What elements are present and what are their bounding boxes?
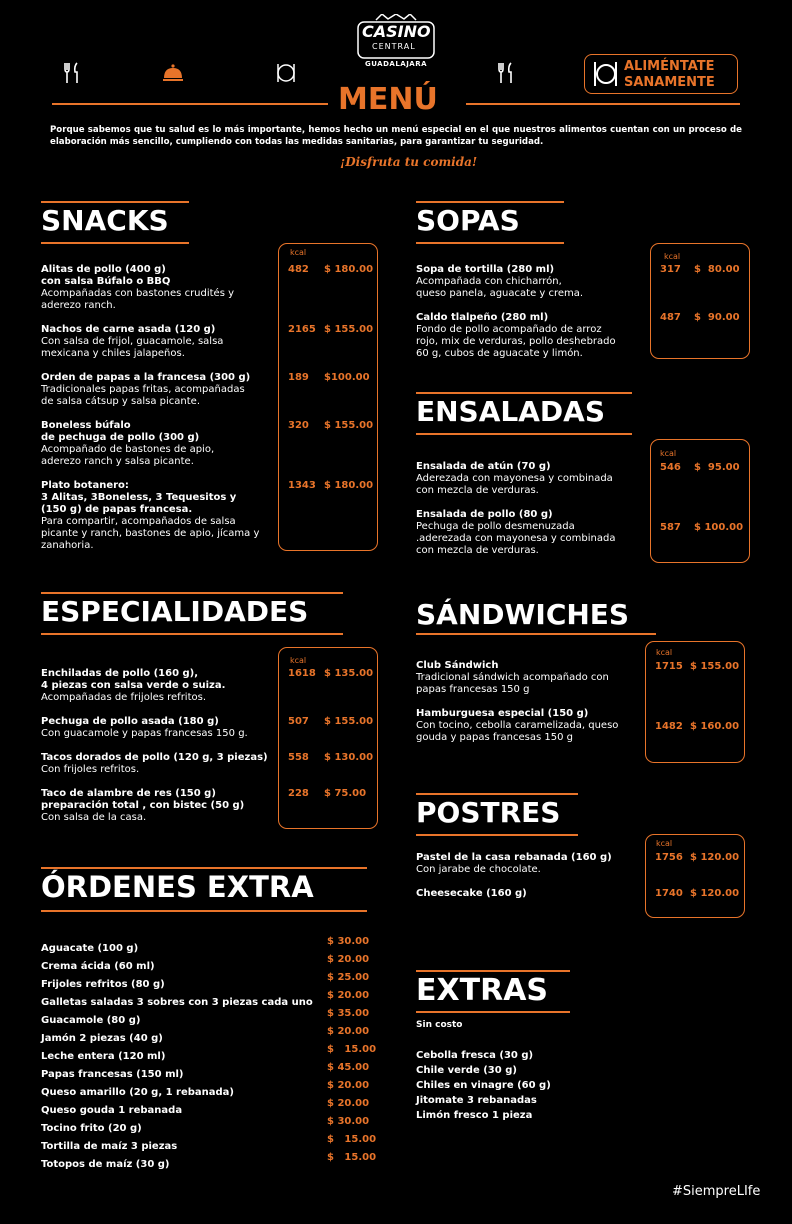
item-price: $ 30.00: [327, 936, 370, 947]
item-price: $ 155.00: [690, 661, 740, 672]
list-item: Chile verde (30 g): [416, 1065, 517, 1076]
extras-subtitle: Sin costo: [416, 1020, 463, 1030]
list-item: [41, 1116, 373, 1134]
item-name: Queso gouda 1 rebanada: [41, 1105, 183, 1116]
item-kcal: 1343: [288, 480, 316, 491]
list-item: [41, 264, 277, 312]
list-item: [416, 509, 648, 557]
list-item: [41, 1080, 373, 1098]
item-desc: Acompañada con chicharrón, queso panela, aguacate y crema.: [416, 276, 584, 299]
kcal-label: kcal: [664, 252, 681, 261]
postres-overline: [416, 793, 578, 795]
item-name: Tacos dorados de pollo (120 g, 3 piezas): [41, 752, 268, 763]
item-price: $ 20.00: [327, 1098, 370, 1109]
logo-top-text: CASINO: [362, 22, 431, 41]
item-price: $ 160.00: [690, 721, 740, 732]
list-item: [41, 716, 277, 740]
intro-text: Porque sabemos que tu salud es lo más importante, hemos hecho un menú especial en el que nuestros alimentos cuentan con un proceso de elaboración más sencillo, cumpliendo con todas las medidas sanitarias, para garantizar tu seguridad.: [50, 125, 742, 147]
list-item: [416, 312, 648, 360]
item-price: $ 135.00: [324, 668, 374, 679]
list-item: [41, 372, 277, 408]
item-kcal: 320: [288, 420, 309, 431]
item-price: $ 15.00: [327, 1134, 377, 1145]
item-price: $ 75.00: [324, 788, 367, 799]
list-item: Chiles en vinagre (60 g): [416, 1080, 551, 1091]
item-kcal: 482: [288, 264, 309, 275]
list-item: [41, 420, 277, 468]
item-name: Aguacate (100 g): [41, 943, 139, 954]
snacks-title: SNACKS: [41, 204, 169, 237]
list-item: [416, 888, 644, 900]
promo-text: [624, 59, 715, 91]
postres-underline: [416, 834, 578, 836]
list-item: [416, 660, 644, 696]
item-price: $ 180.00: [324, 264, 374, 275]
item-kcal: 1618: [288, 668, 316, 679]
list-item: [416, 461, 648, 497]
item-kcal: 1740: [655, 888, 683, 899]
list-item: [41, 788, 277, 824]
item-name: Tortilla de maíz 3 piezas: [41, 1141, 178, 1152]
ordenes-extra-list: [41, 936, 377, 1170]
item-desc: Con jarabe de chocolate.: [416, 864, 541, 875]
item-name: Pastel de la casa rebanada (160 g): [416, 852, 612, 863]
item-name: Alitas de pollo (400 g) con salsa Búfalo o BBQ: [41, 264, 171, 287]
item-price: $ 35.00: [327, 1008, 370, 1019]
item-price: $ 25.00: [327, 972, 370, 983]
especialidades-overline: [41, 592, 343, 594]
cloche-icon: [162, 62, 184, 89]
fork-knife-icon: [498, 62, 516, 89]
item-kcal: 2165: [288, 324, 316, 335]
especialidades-underline: [41, 633, 343, 635]
list-item: Cebolla fresca (30 g): [416, 1050, 534, 1061]
list-item: [41, 972, 373, 990]
item-price: $ 20.00: [327, 954, 370, 965]
item-price: $ 180.00: [324, 480, 374, 491]
sandwiches-underline: [416, 633, 656, 635]
item-price: $ 20.00: [327, 1026, 370, 1037]
item-desc: Acompañadas con bastones crudités y aderezo ranch.: [41, 288, 235, 311]
promo-line1: ALIMÉNTATE: [624, 59, 715, 74]
item-name: Nachos de carne asada (120 g): [41, 324, 216, 335]
item-name: Caldo tlalpeño (280 ml): [416, 312, 549, 323]
list-item: [41, 1152, 377, 1170]
item-name: Jamón 2 piezas (40 g): [41, 1033, 163, 1044]
item-desc: Con frijoles refritos.: [41, 764, 140, 775]
extras-underline: [416, 1011, 570, 1013]
list-item: [416, 264, 648, 300]
item-name: Boneless búfalo de pechuga de pollo (300 g): [41, 420, 200, 443]
snacks-overline: [41, 201, 189, 203]
item-kcal: 1482: [655, 721, 683, 732]
list-item: [41, 752, 277, 776]
list-item: [41, 954, 373, 972]
item-desc: Aderezada con mayonesa y combinada con mezcla de verduras.: [416, 473, 613, 496]
item-price: $100.00: [324, 372, 370, 383]
footer-hashtag: #SiempreLIfe: [672, 1184, 761, 1199]
item-name: Plato botanero: 3 Alitas, 3Boneless, 3 Tequesitos y (150 g) de papas francesa.: [41, 480, 237, 515]
extras-overline: [416, 970, 570, 972]
item-kcal: 228: [288, 788, 309, 799]
kcal-label: kcal: [656, 648, 673, 657]
list-item: [416, 708, 644, 744]
promo-line2: SANAMENTE: [624, 75, 715, 90]
item-kcal: 487: [660, 312, 681, 323]
list-item: [41, 990, 373, 1008]
list-item: [41, 1062, 373, 1080]
item-name: Guacamole (80 g): [41, 1015, 141, 1026]
list-item: Jitomate 3 rebanadas: [416, 1095, 537, 1106]
item-desc: Con salsa de frijol, guacamole, salsa mexicana y chiles jalapeños.: [41, 336, 224, 359]
item-price: $ 155.00: [324, 420, 374, 431]
plate-cutlery-icon: [592, 60, 618, 92]
item-price: $ 90.00: [694, 312, 740, 323]
item-name: Cheesecake (160 g): [416, 888, 527, 899]
sopas-overline: [416, 201, 564, 203]
item-price: $ 100.00: [694, 522, 744, 533]
kcal-label: kcal: [290, 656, 307, 665]
item-kcal: 317: [660, 264, 681, 275]
item-price: $ 15.00: [327, 1044, 377, 1055]
item-name: Tocino frito (20 g): [41, 1123, 142, 1134]
item-name: Frijoles refritos (80 g): [41, 979, 165, 990]
sandwiches-price-box: [645, 641, 745, 763]
item-price: $ 30.00: [327, 1116, 370, 1127]
item-price: $ 130.00: [324, 752, 374, 763]
sopas-title: SOPAS: [416, 204, 520, 237]
snacks-price-box: [278, 243, 378, 551]
list-item: [41, 1134, 377, 1152]
item-kcal: 546: [660, 462, 681, 473]
item-name: Leche entera (120 ml): [41, 1051, 166, 1062]
item-desc: Fondo de pollo acompañado de arroz rojo, mix de verduras, pollo deshebrado 60 g, cubos de aguacate y limón.: [416, 324, 616, 359]
ordenes-extra-title: ÓRDENES EXTRA: [41, 870, 314, 904]
item-desc: Pechuga de pollo desmenuzada .aderezada con mayonesa y combinada con mezcla de verduras.: [416, 521, 616, 556]
list-item: [41, 936, 373, 954]
item-kcal: 558: [288, 752, 309, 763]
item-name: Enchiladas de pollo (160 g), 4 piezas con salsa verde o suiza.: [41, 668, 226, 691]
list-item: [41, 1026, 373, 1044]
ensaladas-overline: [416, 392, 632, 394]
title-divider-left: [52, 103, 328, 105]
list-item: [41, 668, 277, 704]
item-name: Queso amarillo (20 g, 1 rebanada): [41, 1087, 234, 1098]
item-name: Crema ácida (60 ml): [41, 961, 155, 972]
ensaladas-title: ENSALADAS: [416, 395, 605, 428]
item-price: $ 155.00: [324, 324, 374, 335]
item-name: Hamburguesa especial (150 g): [416, 708, 589, 719]
especialidades-title: ESPECIALIDADES: [41, 595, 309, 628]
sopas-underline: [416, 242, 564, 244]
ensaladas-underline: [416, 433, 632, 435]
tagline: ¡Disfruta tu comida!: [340, 155, 478, 169]
item-name: Papas francesas (150 ml): [41, 1069, 184, 1080]
item-desc: Con salsa de la casa.: [41, 812, 147, 823]
snacks-underline: [41, 242, 189, 244]
list-item: [41, 1008, 373, 1026]
item-name: Ensalada de atún (70 g): [416, 461, 551, 472]
kcal-label: kcal: [290, 248, 307, 257]
item-desc: Acompañadas de frijoles refritos.: [41, 692, 207, 703]
item-price: $ 20.00: [327, 990, 370, 1001]
menu-title: MENÚ: [338, 82, 438, 117]
item-kcal: 1715: [655, 661, 683, 672]
item-desc: Con tocino, cebolla caramelizada, queso gouda y papas francesas 150 g: [416, 720, 619, 743]
kcal-label: kcal: [656, 839, 673, 848]
item-price: $ 95.00: [694, 462, 740, 473]
sandwiches-title: SÁNDWICHES: [416, 598, 630, 631]
item-kcal: 189: [288, 372, 309, 383]
item-name: Club Sándwich: [416, 660, 499, 671]
extras-title: EXTRAS: [416, 973, 549, 1008]
list-item: [41, 480, 277, 552]
item-desc: Tradicionales papas fritas, acompañadas de salsa cátsup y salsa picante.: [41, 384, 245, 407]
list-item: [41, 1098, 373, 1116]
ordenes-overline: [41, 867, 367, 869]
item-price: $ 20.00: [327, 1080, 370, 1091]
item-name: Taco de alambre de res (150 g) preparación total , con bistec (50 g): [41, 788, 245, 811]
item-price: $ 155.00: [324, 716, 374, 727]
item-name: Ensalada de pollo (80 g): [416, 509, 553, 520]
extras-list: [416, 1048, 551, 1123]
item-kcal: 587: [660, 522, 681, 533]
fork-knife-icon: [64, 62, 82, 89]
ordenes-underline: [41, 910, 367, 912]
item-desc: Con guacamole y papas francesas 150 g.: [41, 728, 248, 739]
list-item: [41, 1044, 377, 1062]
list-item: Limón fresco 1 pieza: [416, 1110, 533, 1121]
item-price: $ 45.00: [327, 1062, 370, 1073]
logo-city: GUADALAJARA: [364, 60, 428, 68]
postres-title: POSTRES: [416, 796, 561, 829]
list-item: [416, 852, 644, 876]
item-price: $ 15.00: [327, 1152, 377, 1163]
item-price: $ 120.00: [690, 852, 740, 863]
item-desc: Para compartir, acompañados de salsa picante y ranch, bastones de apio, jícama y zanahoria.: [41, 516, 260, 551]
item-desc: Acompañado de bastones de apio, aderezo ranch y salsa picante.: [41, 444, 215, 467]
item-name: Galletas saladas 3 sobres con 3 piezas cada uno: [41, 997, 313, 1008]
item-price: $ 80.00: [694, 264, 740, 275]
kcal-label: kcal: [660, 449, 677, 458]
item-name: Pechuga de pollo asada (180 g): [41, 716, 219, 727]
title-divider-right: [466, 103, 740, 105]
item-kcal: 507: [288, 716, 309, 727]
item-desc: Tradicional sándwich acompañado con papas francesas 150 g: [416, 672, 609, 695]
item-name: Orden de papas a la francesa (300 g): [41, 372, 251, 383]
plate-cutlery-icon: [275, 62, 297, 89]
item-kcal: 1756: [655, 852, 683, 863]
item-name: Totopos de maíz (30 g): [41, 1159, 170, 1170]
logo-bottom-text: CENTRAL: [372, 42, 416, 51]
list-item: [41, 324, 277, 360]
item-name: Sopa de tortilla (280 ml): [416, 264, 555, 275]
item-price: $ 120.00: [690, 888, 740, 899]
